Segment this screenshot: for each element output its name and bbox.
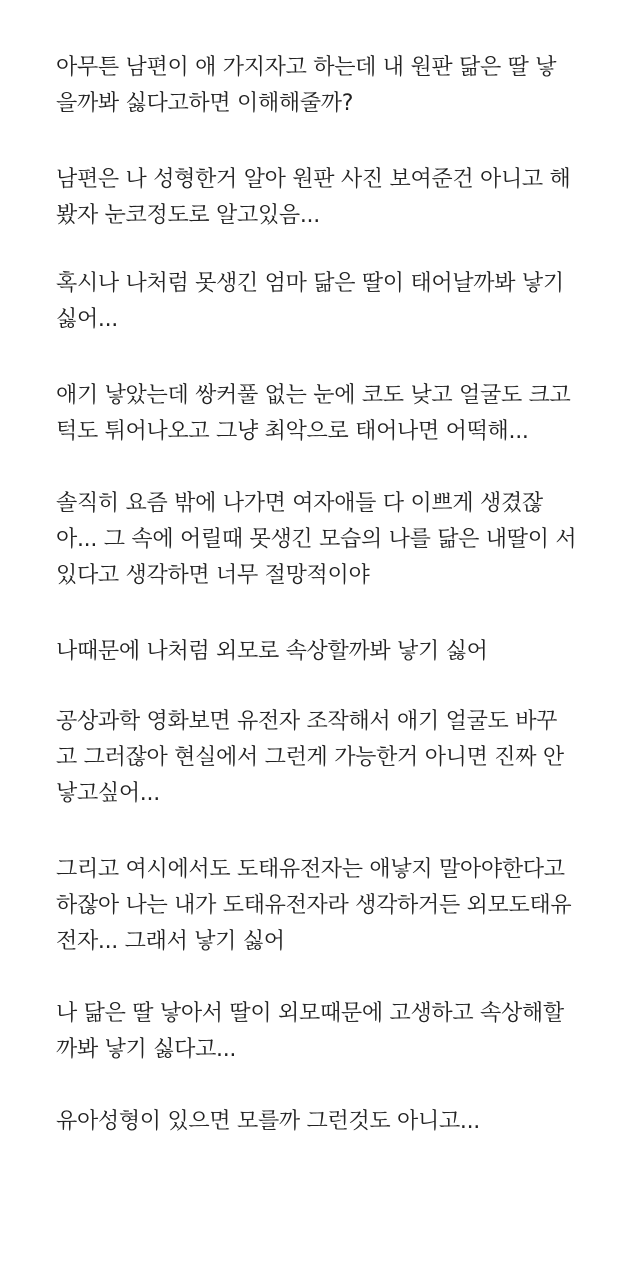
text-line: 그리고 여시에서도 도태유전자는 애낳지 말아야한다고 — [56, 857, 565, 882]
paragraph — [56, 50, 556, 122]
text-line: 아... 그 속에 어릴때 못생긴 모습의 나를 닮은 내딸이 서 — [56, 527, 577, 552]
text-line: 하잖아 나는 내가 도태유전자라 생각하거든 외모도태유 — [56, 893, 572, 918]
text-line: 싫어... — [56, 307, 118, 332]
text-line: 공상과학 영화보면 유전자 조작해서 애기 얼굴도 바꾸 — [56, 709, 558, 734]
text-line: 전자... 그래서 낳기 싫어 — [56, 929, 285, 954]
paragraph — [56, 162, 571, 234]
text-line: 유아성형이 있으면 모를까 그런것도 아니고... — [56, 1109, 480, 1134]
paragraph — [56, 852, 571, 960]
text-line: 고 그러잖아 현실에서 그런게 가능한거 아니면 진짜 안 — [56, 745, 564, 770]
paragraph — [56, 634, 488, 670]
text-line: 남편은 나 성형한거 알아 원판 사진 보여준건 아니고 해 — [56, 167, 571, 192]
text-line: 나 닮은 딸 낳아서 딸이 외모때문에 고생하고 속상해할 — [56, 1001, 564, 1026]
post-body — [56, 0, 616, 1280]
text-line: 까봐 낳기 싫다고... — [56, 1037, 237, 1062]
text-line: 을까봐 싫다고하면 이해해줄까? — [56, 91, 354, 116]
text-line: 낳고싶어... — [56, 781, 160, 806]
paragraph — [56, 486, 576, 594]
text-line: 혹시나 나처럼 못생긴 엄마 닮은 딸이 태어날까봐 낳기 — [56, 271, 564, 296]
paragraph — [56, 266, 564, 338]
text-line: 애기 낳았는데 쌍커풀 없는 눈에 코도 낮고 얼굴도 크고 — [56, 383, 571, 408]
text-line: 봤자 눈코정도로 알고있음... — [56, 203, 320, 228]
text-line: 턱도 튀어나오고 그냥 최악으로 태어나면 어떡해... — [56, 419, 529, 444]
text-line: 있다고 생각하면 너무 절망적이야 — [56, 563, 370, 588]
text-line: 솔직히 요즘 밖에 나가면 여자애들 다 이쁘게 생겼잖 — [56, 491, 543, 516]
paragraph — [56, 378, 571, 450]
text-line: 나때문에 나처럼 외모로 속상할까봐 낳기 싫어 — [56, 639, 488, 664]
paragraph — [56, 996, 564, 1068]
paragraph — [56, 704, 564, 812]
paragraph — [56, 1104, 480, 1140]
text-line: 아무튼 남편이 애 가지자고 하는데 내 원판 닮은 딸 낳 — [56, 55, 557, 80]
